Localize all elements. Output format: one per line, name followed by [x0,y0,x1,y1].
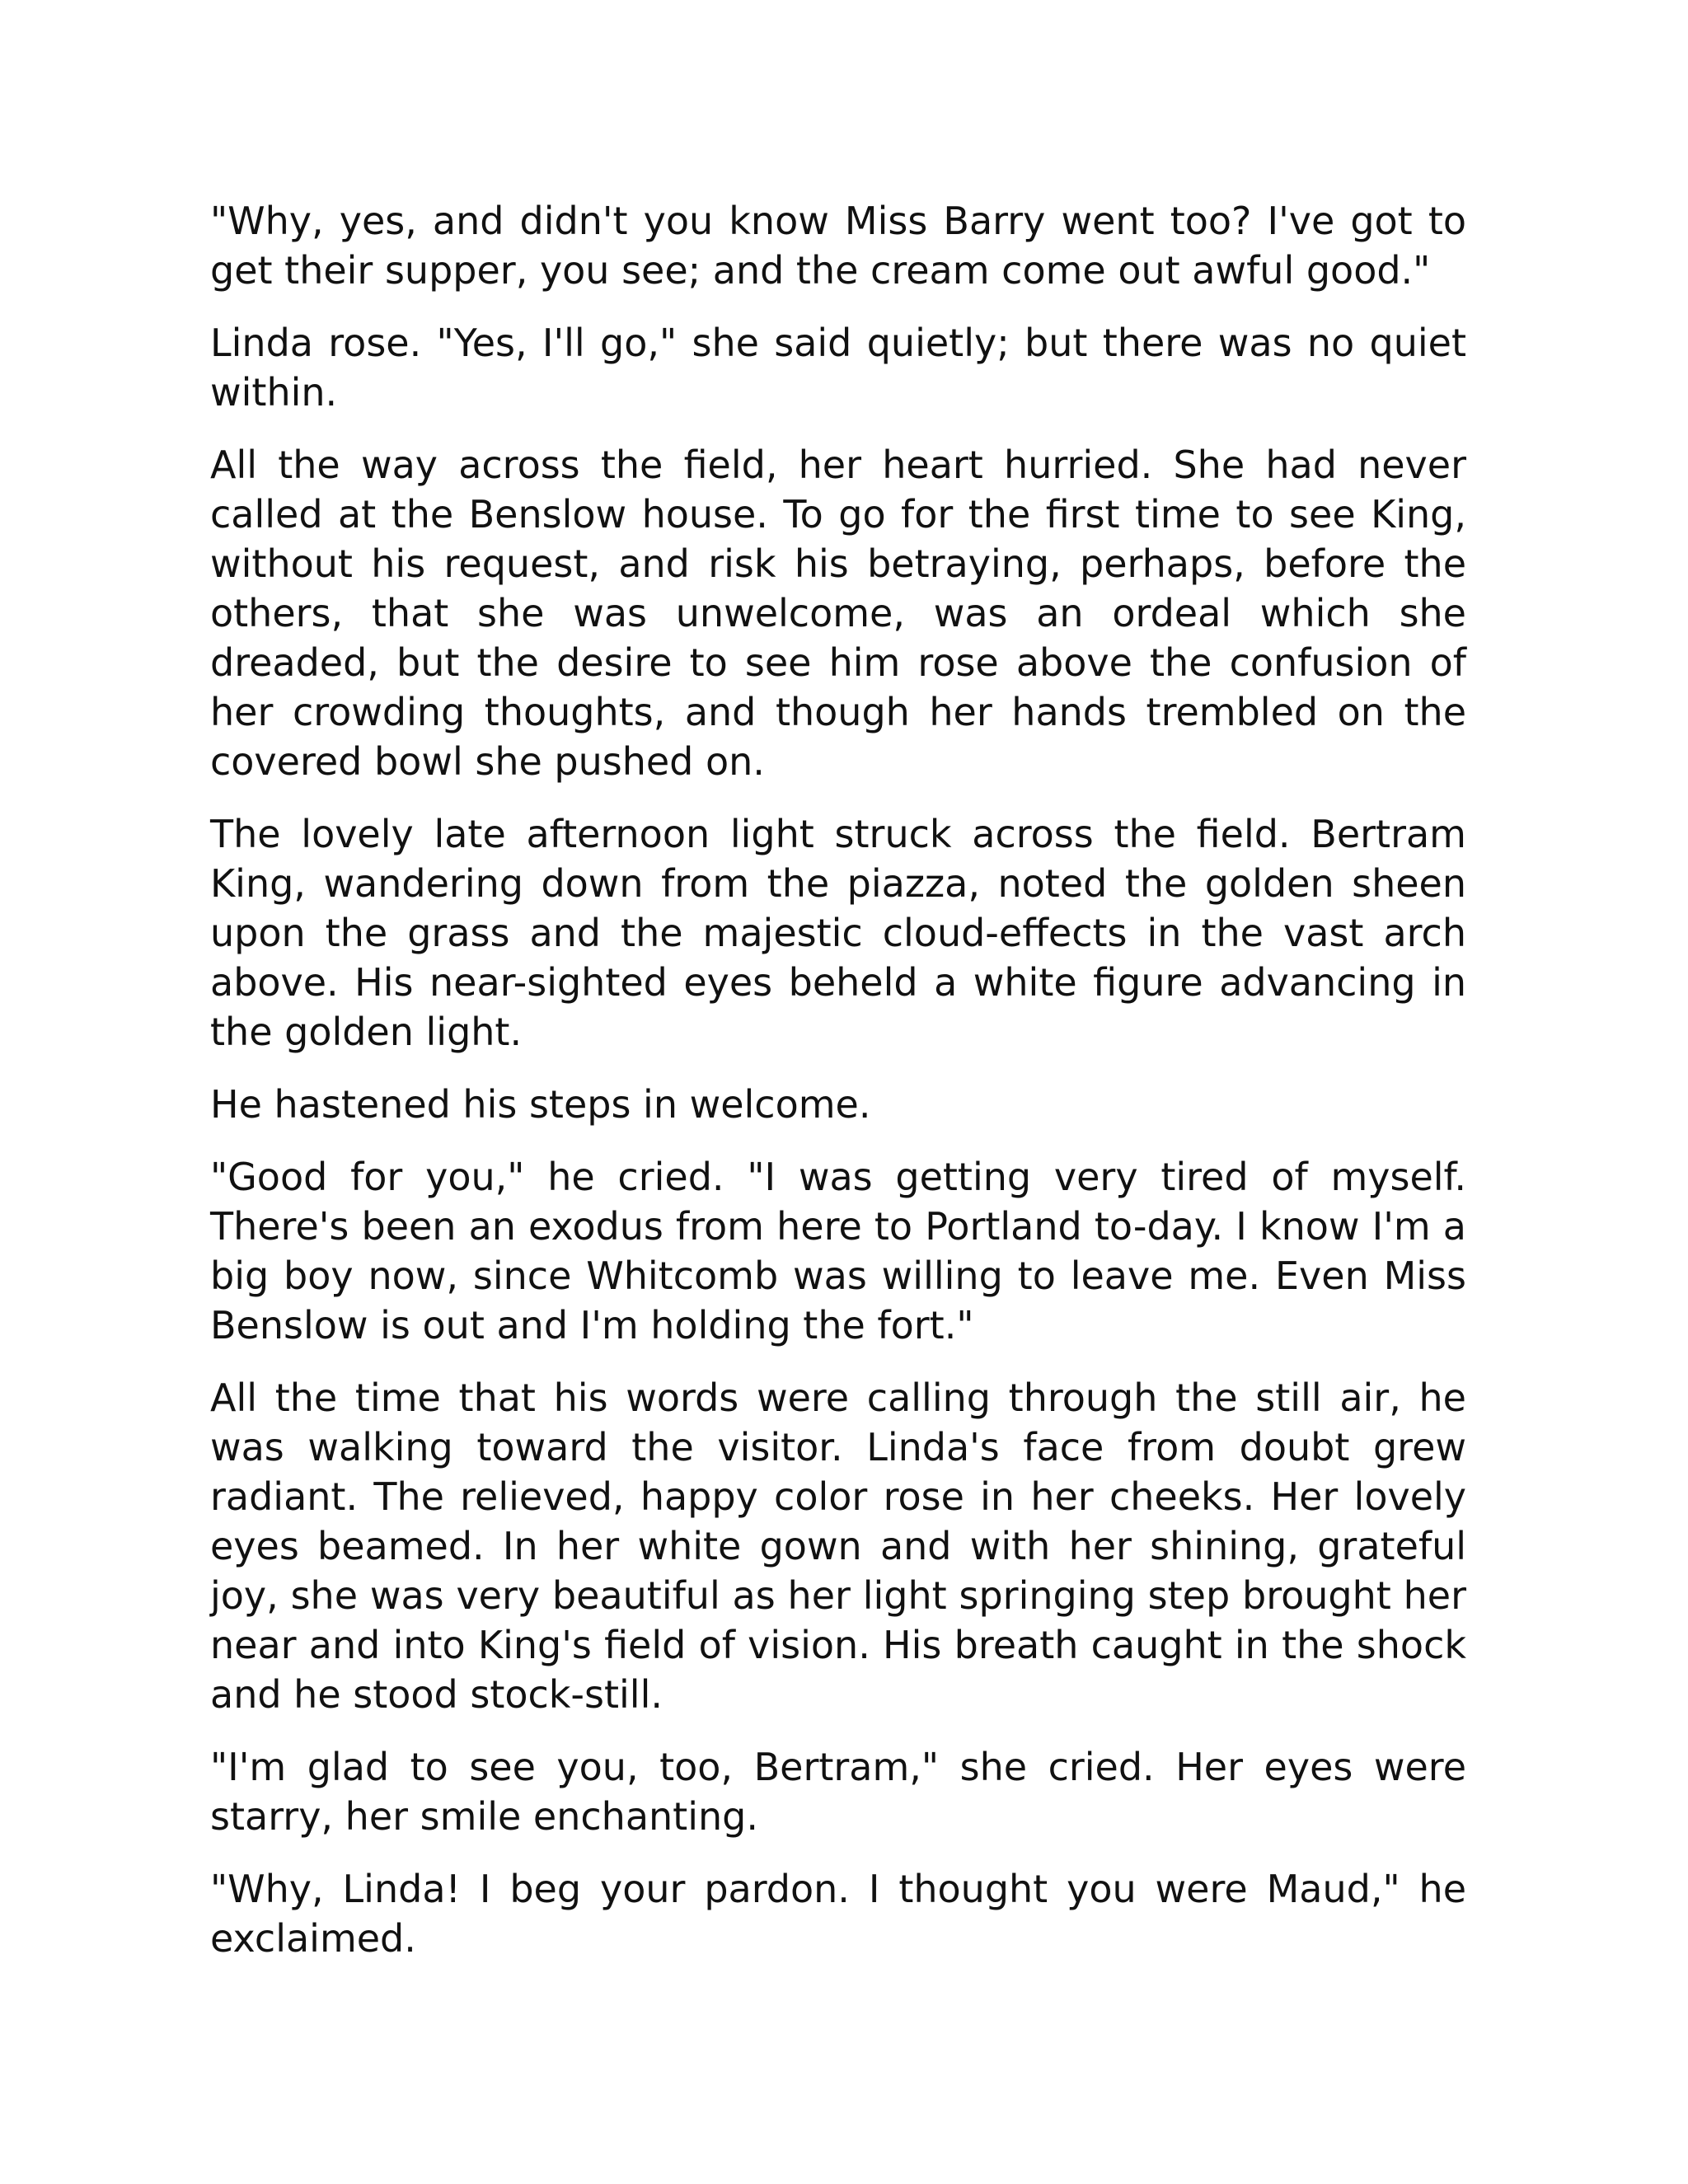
paragraph-9: "Why, Linda! I beg your pardon. I thought you were Maud," he exclaimed. [210,1867,1466,1961]
paragraph-6: "Good for you," he cried. "I was getting very tired of myself. There's been an exodus from here to Portland to-day. I know I'm a big boy now, since Whitcomb was willing to leave me. Even Miss Benslow is out and I'm holding the fort." [210,1155,1466,1347]
paragraph-5: He hastened his steps in welcome. [210,1082,871,1127]
paragraph-3: All the way across the field, her heart hurried. She had never called at the Benslow house. To go for the first time to see King, without his request, and risk his betraying, perhaps, before the others, that she was unwelcome, was an ordeal which she dreaded, but the desire to see him rose above the confusion of her crowding thoughts, and though her hands trembled on the covered bowl she pushed on. [210,443,1466,784]
text-column [210,196,1466,1986]
paragraph-1: "Why, yes, and didn't you know Miss Barry went too? I've got to get their supper, you see; and the cream come out awful good." [210,199,1466,293]
paragraph-2: Linda rose. "Yes, I'll go," she said quietly; but there was no quiet within. [210,321,1466,415]
paragraph-4: The lovely late afternoon light struck across the field. Bertram King, wandering down from the piazza, noted the golden sheen upon the grass and the majestic cloud-effects in the vast arch above. His near-sighted eyes beheld a white figure advancing in the golden light. [210,812,1466,1054]
paragraph-8: "I'm glad to see you, too, Bertram," she cried. Her eyes were starry, her smile enchanting. [210,1745,1466,1839]
paragraph-7: All the time that his words were calling through the still air, he was walking toward the visitor. Linda's face from doubt grew radiant. The relieved, happy color rose in her cheeks. Her lovely eyes beamed. In her white gown and with her shining, grateful joy, she was very beautiful as her light springing step brought her near and into King's field of vision. His breath caught in the shock and he stood stock-still. [210,1376,1466,1717]
